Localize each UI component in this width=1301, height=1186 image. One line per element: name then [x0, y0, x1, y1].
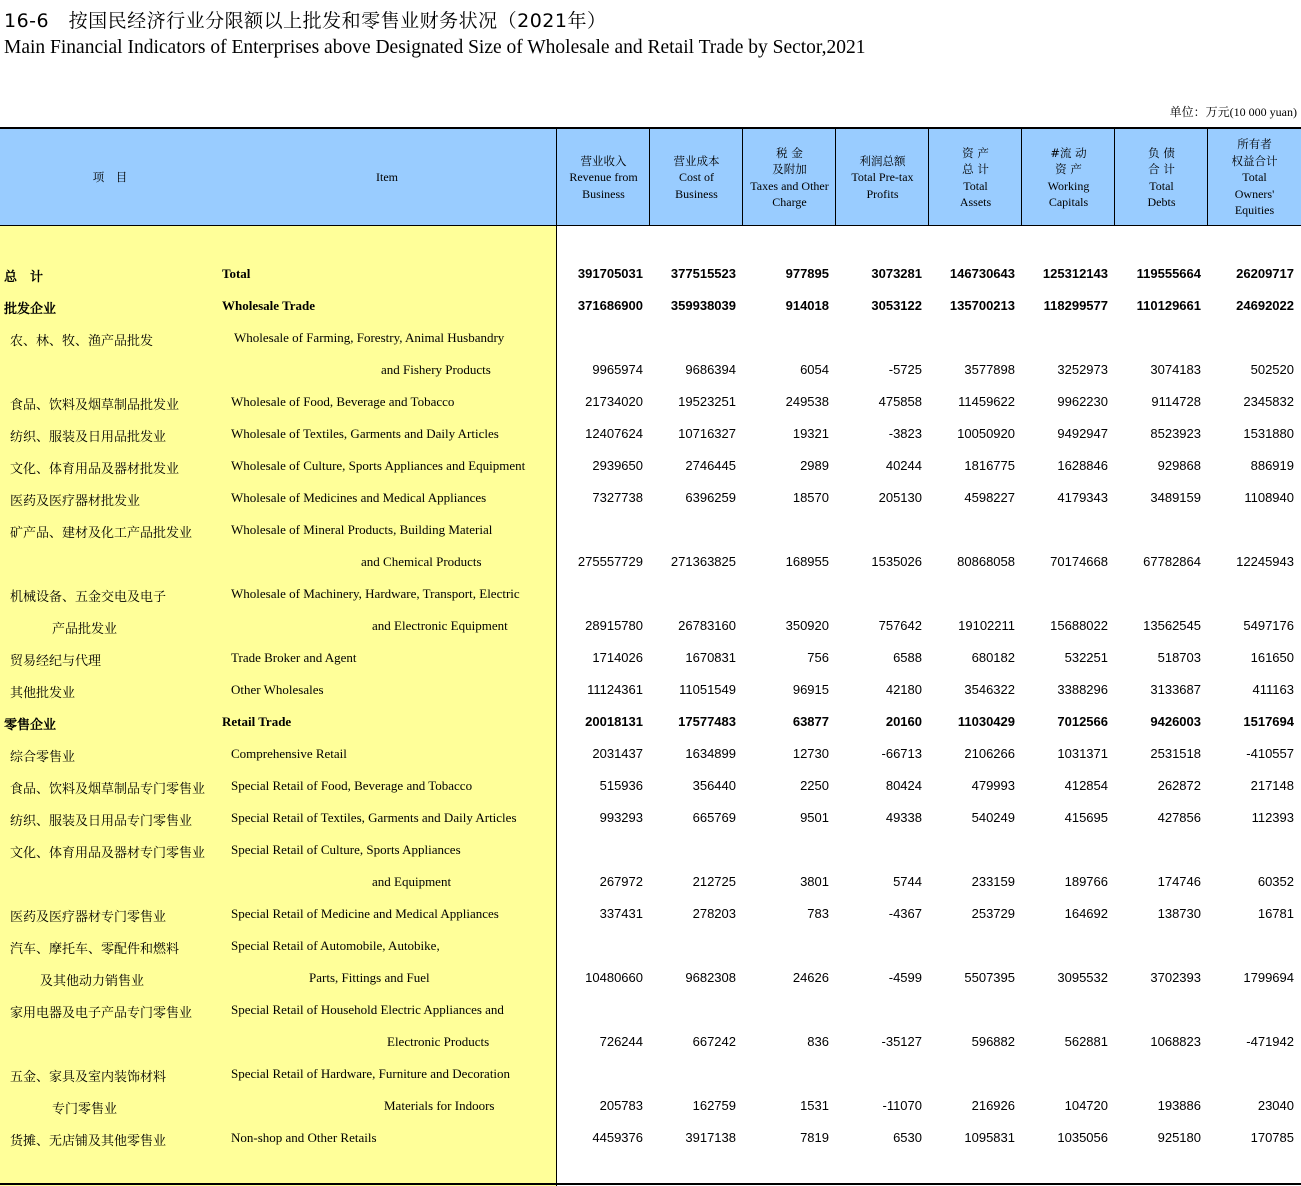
table-row: [0, 930, 1301, 962]
row-value: 24626: [792, 970, 829, 985]
row-value: 104720: [1064, 1098, 1108, 1113]
table-bottom-border: [0, 1183, 1301, 1185]
row-label-cn: 医药及医疗器材专门零售业: [10, 910, 167, 925]
row-value: 168955: [785, 554, 829, 569]
row-value: 110129661: [1136, 298, 1201, 313]
row-value: 1531880: [1243, 426, 1294, 441]
header-col-cn: 营业成本: [673, 153, 720, 168]
row-value: 28915780: [585, 618, 643, 633]
row-value: 20160: [885, 714, 922, 729]
row-value: -11070: [882, 1098, 922, 1113]
row-label-cn: 零售企业: [4, 718, 57, 733]
row-value: -35127: [881, 1034, 922, 1049]
row-label-cn: 汽车、摩托车、零配件和燃料: [10, 942, 180, 957]
row-value: 391705031: [577, 266, 643, 281]
row-value: 3489159: [1150, 490, 1201, 505]
row-value: 596882: [971, 1034, 1015, 1049]
row-value: 1816775: [964, 458, 1015, 473]
table-row: [0, 354, 1301, 386]
header-col-cn: 负 债: [1148, 145, 1175, 160]
table-row-total: [0, 706, 1301, 738]
header-item-en: [337, 129, 437, 226]
row-value: 12245943: [1236, 554, 1294, 569]
row-value: 412854: [1064, 778, 1108, 793]
header-col-en: Total: [1149, 178, 1174, 193]
row-value: 914018: [785, 298, 829, 313]
row-value: 680182: [971, 650, 1015, 665]
row-value: 1531: [800, 1098, 829, 1113]
table-row: [0, 1090, 1301, 1122]
row-value: 15688022: [1050, 618, 1108, 633]
row-value: 275557729: [577, 554, 643, 569]
row-label-en: Parts, Fittings and Fuel: [309, 970, 430, 985]
row-value: 278203: [692, 906, 736, 921]
table-row: [0, 1122, 1301, 1154]
row-value: 138730: [1157, 906, 1201, 921]
row-value: 479993: [971, 778, 1015, 793]
table-row: [0, 834, 1301, 866]
row-label-cn: 总 计: [4, 270, 44, 285]
row-value: 70174668: [1050, 554, 1108, 569]
row-value: 174746: [1157, 874, 1201, 889]
header-col-en: Assets: [959, 195, 992, 209]
row-label-cn: 贸易经纪与代理: [10, 654, 102, 669]
row-value: 1634899: [685, 746, 736, 761]
row-value: 10716327: [678, 426, 736, 441]
row-value: 11030429: [957, 714, 1015, 729]
row-value: 1799694: [1243, 970, 1294, 985]
table-row: [0, 610, 1301, 642]
row-value: 11459622: [958, 394, 1015, 409]
row-value: 63877: [792, 714, 829, 729]
header-col-en: Cost of: [678, 170, 714, 185]
row-value: 2106266: [964, 746, 1015, 761]
header-col-cn: 利润总额: [859, 153, 906, 168]
row-value: 1108940: [1244, 490, 1294, 505]
row-value: 726244: [599, 1034, 643, 1049]
row-label-en: Wholesale of Textiles, Garments and Daily Articles: [231, 426, 499, 441]
row-value: 164692: [1064, 906, 1108, 921]
table-row: [0, 1026, 1301, 1058]
row-value: 19523251: [678, 394, 736, 409]
row-label-en: and Electronic Equipment: [372, 618, 508, 633]
header-col-cn: 总 计: [962, 162, 989, 176]
row-value: -4367: [888, 906, 922, 921]
table-row-total: [0, 290, 1301, 322]
header-col-en: Business: [582, 186, 625, 201]
row-label-cn: 货摊、无店铺及其他零售业: [10, 1134, 167, 1149]
row-value: 7012566: [1057, 714, 1108, 729]
row-value: 427856: [1157, 810, 1201, 825]
row-value: 9492947: [1057, 426, 1108, 441]
row-label-cn: 文化、体育用品及器材批发业: [10, 462, 180, 477]
row-value: 11051549: [679, 682, 736, 697]
header-col-en: Equities: [1234, 203, 1275, 218]
row-value: 26783160: [678, 618, 736, 633]
row-value: 977895: [785, 266, 829, 281]
row-label-cn: 农、林、牧、渔产品批发: [10, 334, 154, 349]
row-value: 118299577: [1043, 298, 1108, 313]
table-row: [0, 994, 1301, 1026]
row-value: 6054: [800, 362, 829, 377]
header-col-en: Total Pre-tax: [851, 170, 914, 185]
row-value: 146730643: [949, 266, 1015, 281]
row-label-en: Total: [222, 266, 251, 281]
row-label-cn: 其他批发业: [10, 686, 76, 701]
row-value: 9962230: [1057, 394, 1108, 409]
row-value: 67782864: [1143, 554, 1201, 569]
table-row: [0, 674, 1301, 706]
header-col-en: Working: [1047, 178, 1090, 193]
row-value: 189766: [1064, 874, 1108, 889]
row-value: 475858: [878, 394, 922, 409]
row-value: 929868: [1157, 458, 1201, 473]
table-row: [0, 514, 1301, 546]
row-label-cn: 纺织、服装及日用品专门零售业: [10, 814, 193, 829]
page-title-english: Main Financial Indicators of Enterprises above Designated Size of Wholesale and Retail Trade by Sector,2021: [4, 37, 866, 58]
row-value: 4459376: [592, 1130, 643, 1145]
row-value: 262872: [1157, 778, 1201, 793]
unit-label: [1170, 103, 1297, 120]
row-value: 1031371: [1057, 746, 1108, 761]
row-label-en: Special Retail of Culture, Sports Appliances: [231, 842, 461, 857]
row-value: 2989: [800, 458, 829, 473]
header-col-en: Business: [675, 186, 718, 201]
row-value: 3388296: [1057, 682, 1108, 697]
header-col-en: Profits: [866, 186, 899, 201]
header-col-cn: 资 产: [962, 145, 989, 160]
row-value: -5725: [888, 362, 922, 377]
row-value: 502520: [1250, 362, 1294, 377]
table-row: [0, 386, 1301, 418]
row-label-en: Wholesale of Medicines and Medical Appliances: [231, 490, 487, 505]
row-value: 19321: [792, 426, 829, 441]
row-value: 1714026: [592, 650, 643, 665]
row-label-cn: 纺织、服装及日用品批发业: [10, 430, 167, 445]
row-value: 253729: [971, 906, 1015, 921]
row-value: 411163: [1252, 682, 1294, 697]
header-col-en: Revenue from: [569, 170, 638, 185]
row-label-en: Retail Trade: [222, 714, 292, 729]
page-title-chinese: 16-6 按国民经济行业分限额以上批发和零售业财务状况（2021年）: [4, 10, 607, 32]
row-value: 16781: [1257, 906, 1294, 921]
row-value: 2746445: [685, 458, 736, 473]
row-value: 3053122: [871, 298, 922, 313]
row-value: 9114728: [1151, 394, 1201, 409]
row-value: 10480660: [585, 970, 643, 985]
table-row: [0, 482, 1301, 514]
table-row-total: [0, 258, 1301, 290]
row-value: 757642: [878, 618, 922, 633]
row-value: 267972: [599, 874, 643, 889]
row-label-en: Wholesale of Culture, Sports Appliances and Equipment: [231, 458, 526, 473]
row-value: 3577898: [964, 362, 1015, 377]
row-value: 11124361: [587, 682, 643, 697]
row-value: 665769: [692, 810, 736, 825]
row-value: 2939650: [592, 458, 643, 473]
row-value: 371686900: [577, 298, 643, 313]
row-value: 42180: [885, 682, 922, 697]
table-row: [0, 418, 1301, 450]
row-value: 9686394: [685, 362, 736, 377]
row-value: 135700213: [949, 298, 1015, 313]
row-value: 60352: [1257, 874, 1294, 889]
row-value: -471942: [1246, 1034, 1294, 1049]
row-value: 377515523: [670, 266, 736, 281]
row-label-en: Wholesale of Mineral Products, Building Material: [231, 522, 493, 537]
row-label-cn: 机械设备、五金交电及电子: [10, 590, 167, 605]
row-value: 9501: [800, 810, 829, 825]
row-label-en: Special Retail of Food, Beverage and Tobacco: [231, 778, 473, 793]
row-value: 271363825: [670, 554, 736, 569]
row-label-cn: 家用电器及电子产品专门零售业: [10, 1006, 193, 1021]
row-label-en: and Equipment: [372, 874, 452, 889]
row-value: 6396259: [685, 490, 736, 505]
row-value: 205130: [878, 490, 922, 505]
table-row: [0, 898, 1301, 930]
table-row: [0, 866, 1301, 898]
row-label-cn: 综合零售业: [10, 750, 76, 765]
row-label-cn: 产品批发业: [52, 622, 118, 637]
row-value: 515936: [599, 778, 643, 793]
header-col-cn: #流 动: [1050, 145, 1087, 160]
row-value: 1035056: [1057, 1130, 1108, 1145]
row-value: 212725: [692, 874, 736, 889]
row-label-en: Other Wholesales: [231, 682, 324, 697]
header-col-en: Charge: [772, 195, 807, 209]
row-label-cn: 矿产品、建材及化工产品批发业: [10, 526, 193, 541]
table-row: [0, 578, 1301, 610]
row-value: 518703: [1157, 650, 1201, 665]
row-value: 3801: [800, 874, 829, 889]
row-value: 4598227: [964, 490, 1015, 505]
row-value: 359938039: [670, 298, 736, 313]
table-row: [0, 962, 1301, 994]
row-value: 125312143: [1042, 266, 1108, 281]
row-value: -4599: [888, 970, 922, 985]
unit-cn: 单位：万元: [1169, 105, 1230, 119]
table-row: [0, 738, 1301, 770]
header-col-cn: 营业收入: [580, 153, 627, 168]
row-label-en: Trade Broker and Agent: [231, 650, 357, 665]
row-label-en: Special Retail of Hardware, Furniture and Decoration: [231, 1066, 511, 1081]
row-value: 112393: [1251, 810, 1294, 825]
row-value: 26209717: [1236, 266, 1294, 281]
row-value: 1517694: [1243, 714, 1294, 729]
row-value: 1670831: [685, 650, 736, 665]
row-label-en: Comprehensive Retail: [231, 746, 347, 761]
row-value: 6588: [893, 650, 922, 665]
row-value: 119555664: [1136, 266, 1201, 281]
header-col-en: Total: [1242, 170, 1267, 185]
row-value: 3073281: [871, 266, 922, 281]
row-value: 23040: [1257, 1098, 1294, 1113]
row-value: 10050920: [957, 426, 1015, 441]
row-value: 8523923: [1150, 426, 1201, 441]
row-value: 2531518: [1150, 746, 1201, 761]
row-value: 993293: [599, 810, 643, 825]
header-col-5: [929, 129, 1022, 226]
header-col-en: Owners': [1234, 186, 1275, 201]
row-value: 5744: [893, 874, 922, 889]
row-value: 40244: [885, 458, 922, 473]
header-col-cn: 合 计: [1148, 162, 1175, 176]
row-label-cn: 食品、饮料及烟草制品批发业: [10, 398, 180, 413]
header-item-cn: 项 目: [92, 170, 128, 185]
header-col-3: [743, 129, 836, 226]
row-value: 12730: [792, 746, 829, 761]
row-value: 7327738: [592, 490, 643, 505]
header-col-en: Capitals: [1048, 195, 1089, 209]
row-value: 3917138: [685, 1130, 736, 1145]
row-value: 667242: [692, 1034, 736, 1049]
row-value: 1068823: [1150, 1034, 1201, 1049]
header-col-en: Taxes and Other: [750, 178, 829, 193]
row-value: 2031437: [592, 746, 643, 761]
row-value: 356440: [692, 778, 736, 793]
row-value: 3074183: [1150, 362, 1201, 377]
row-value: 925180: [1157, 1130, 1201, 1145]
row-value: 17577483: [678, 714, 736, 729]
table-row: [0, 770, 1301, 802]
header-col-8: [1208, 129, 1301, 226]
row-value: 13562545: [1143, 618, 1201, 633]
row-value: 3252973: [1057, 362, 1108, 377]
row-value: 337431: [599, 906, 643, 921]
row-value: 205783: [599, 1098, 643, 1113]
row-label-en: Wholesale of Machinery, Hardware, Transport, Electric: [231, 586, 520, 601]
row-value: 249538: [785, 394, 829, 409]
row-label-cn: 五金、家具及室内装饰材料: [10, 1070, 167, 1085]
unit-en: (10 000 yuan): [1229, 105, 1297, 119]
row-value: 161650: [1250, 650, 1294, 665]
row-label-en: Wholesale Trade: [222, 298, 316, 313]
row-value: 24692022: [1236, 298, 1294, 313]
row-label-cn: 及其他动力销售业: [40, 974, 145, 989]
row-label-en: Special Retail of Automobile, Autobike,: [231, 938, 440, 953]
row-label-en: Special Retail of Medicine and Medical Appliances: [231, 906, 499, 921]
row-label-en: Wholesale of Farming, Forestry, Animal Husbandry: [234, 330, 505, 345]
row-value: 49338: [885, 810, 922, 825]
row-value: 20018131: [585, 714, 643, 729]
row-value: 783: [807, 906, 829, 921]
row-value: 2250: [800, 778, 829, 793]
row-value: 2345832: [1243, 394, 1294, 409]
row-value: 9965974: [592, 362, 643, 377]
row-value: 18570: [792, 490, 829, 505]
table-row: [0, 450, 1301, 482]
row-label-en: and Fishery Products: [381, 362, 491, 377]
table-row: [0, 546, 1301, 578]
row-value: 1095831: [964, 1130, 1015, 1145]
row-value: 6530: [893, 1130, 922, 1145]
row-value: 4179343: [1057, 490, 1108, 505]
row-value: 3095532: [1057, 970, 1108, 985]
row-value: 1535026: [871, 554, 922, 569]
row-label-en: Wholesale of Food, Beverage and Tobacco: [231, 394, 455, 409]
row-value: 532251: [1064, 650, 1108, 665]
row-value: 562881: [1064, 1034, 1108, 1049]
row-label-en: Electronic Products: [387, 1034, 490, 1049]
header-col-en: Debts: [1147, 195, 1176, 209]
row-label-cn: 食品、饮料及烟草制品专门零售业: [10, 782, 206, 797]
row-value: -66713: [881, 746, 922, 761]
header-col-cn: 及附加: [772, 162, 807, 176]
table-row: [0, 802, 1301, 834]
row-label-en: Non-shop and Other Retails: [231, 1130, 377, 1145]
row-value: 756: [807, 650, 829, 665]
row-value: 21734020: [585, 394, 643, 409]
row-value: 836: [807, 1034, 829, 1049]
header-col-4: [836, 129, 929, 226]
row-value: 9682308: [685, 970, 736, 985]
row-value: 162759: [692, 1098, 736, 1113]
row-value: 19102211: [958, 618, 1015, 633]
row-value: 3133687: [1150, 682, 1201, 697]
row-value: 217148: [1250, 778, 1294, 793]
row-value: 415695: [1064, 810, 1108, 825]
header-col-1: [557, 129, 650, 226]
row-value: 80424: [885, 778, 922, 793]
row-value: -3823: [888, 426, 922, 441]
row-value: 80868058: [957, 554, 1015, 569]
table-row: [0, 642, 1301, 674]
row-value: 540249: [971, 810, 1015, 825]
header-col-cn: 所有者: [1237, 137, 1272, 152]
table-header: [0, 127, 1301, 226]
header-col-cn: 税 金: [776, 145, 803, 160]
row-value: 3702393: [1150, 970, 1201, 985]
row-value: 233159: [971, 874, 1015, 889]
table-row: [0, 322, 1301, 354]
header-col-2: [650, 129, 743, 226]
row-value: -410557: [1246, 746, 1294, 761]
row-value: 170785: [1250, 1130, 1294, 1145]
row-value: 96915: [792, 682, 829, 697]
row-label-cn: 专门零售业: [52, 1102, 118, 1117]
row-value: 193886: [1157, 1098, 1201, 1113]
row-value: 216926: [971, 1098, 1015, 1113]
row-value: 7819: [800, 1130, 829, 1145]
row-value: 5497176: [1243, 618, 1294, 633]
row-value: 350920: [785, 618, 829, 633]
row-label-cn: 批发企业: [4, 302, 57, 317]
header-col-en: Total: [963, 178, 988, 193]
header-col-6: [1022, 129, 1115, 226]
row-label-en: Special Retail of Textiles, Garments and Daily Articles: [231, 810, 517, 825]
row-label-en: and Chemical Products: [361, 554, 482, 569]
row-value: 5507395: [964, 970, 1015, 985]
row-value: 886919: [1250, 458, 1294, 473]
row-label-cn: 医药及医疗器材批发业: [10, 494, 141, 509]
row-label-en: Materials for Indoors: [384, 1098, 495, 1113]
header-item-en-text: Item: [376, 170, 398, 185]
row-value: 3546322: [964, 682, 1015, 697]
header-col-7: [1115, 129, 1208, 226]
row-label-en: Special Retail of Household Electric Appliances and: [231, 1002, 504, 1017]
header-col-cn: 权益合计: [1231, 153, 1278, 168]
row-value: 12407624: [585, 426, 643, 441]
header-col-cn: 资 产: [1055, 162, 1082, 176]
row-label-cn: 文化、体育用品及器材专门零售业: [10, 846, 206, 861]
table-row: [0, 1058, 1301, 1090]
row-value: 9426003: [1150, 714, 1201, 729]
row-value: 1628846: [1057, 458, 1108, 473]
